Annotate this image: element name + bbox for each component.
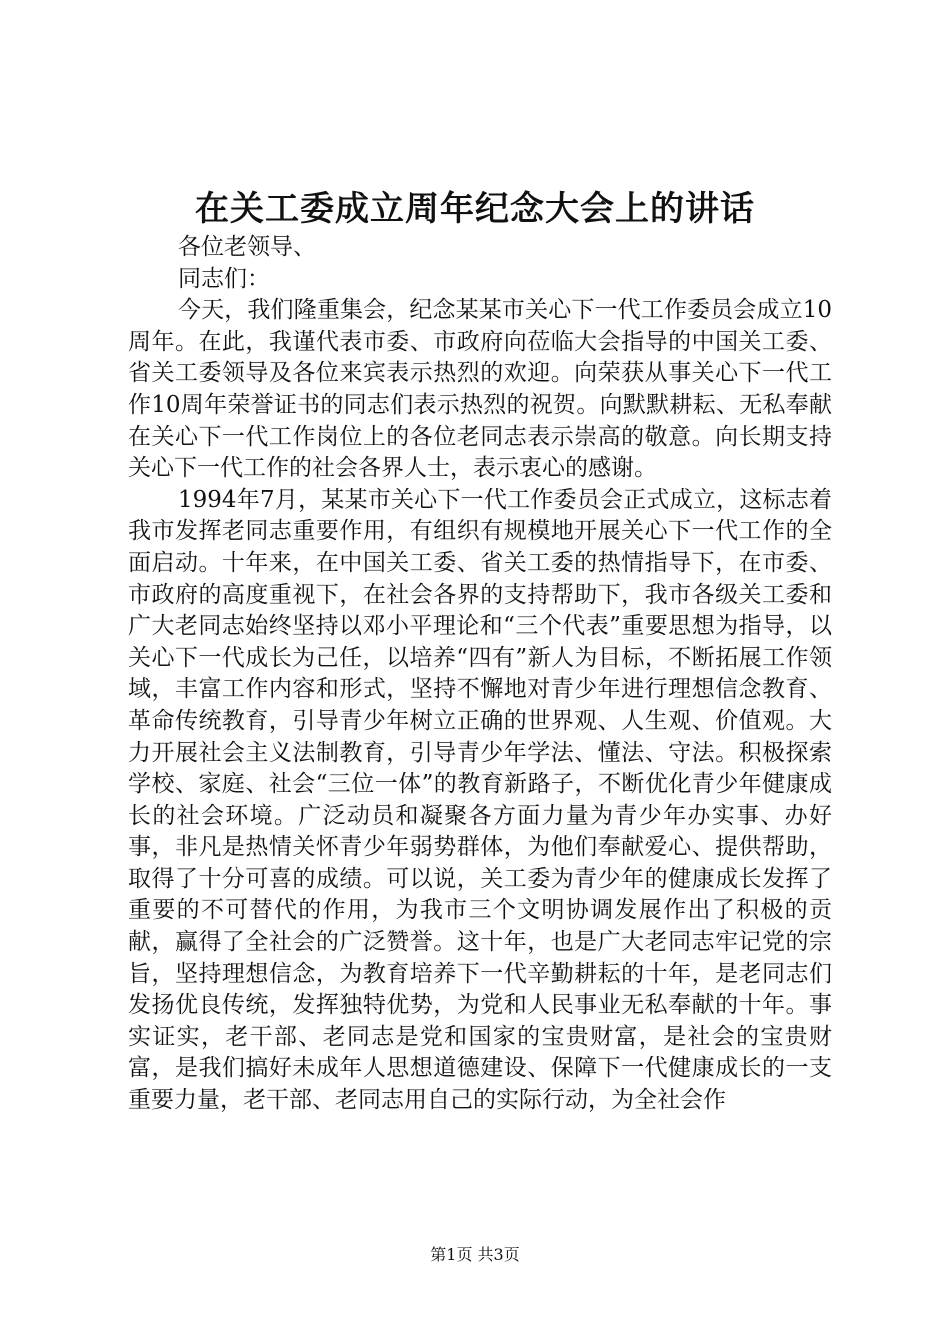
document-title: 在关工委成立周年纪念大会上的讲话 [195,189,755,229]
paragraph-history: 1994年7月，某某市关心下一代工作委员会正式成立，这标志着我市发挥老同志重要作用，有组织有规模地开展关心下一代工作的全面启动。十年来，在中国关工委、省关工委的热情指导下，在市委、市政府的高度重视下，在社会各界的支持帮助下，我市各级关工委和广大老同志始终坚持以邓小平理论和“三个代表”重要思想为指导，以关心下一代成长为己任，以培养“四有”新人为目标，不断拓展工作领域，丰富工作内容和形式，坚持不懈地对青少年进行理想信念教育、革命传统教育，引导青少年树立正确的世界观、人生观、价值观。大力开展社会主义法制教育，引导青少年学法、懂法、守法。积极探索学校、家庭、社会“三位一体”的教育新路子，不断优化青少年健康成长的社会环境。广泛动员和凝聚各方面力量为青少年办实事、办好事，非凡是热情关怀青少年弱势群体，为他们奉献爱心、提供帮助，取得了十分可喜的成绩。可以说，关工委为青少年的健康成长发挥了重要的不可替代的作用，为我市三个文明协调发展作出了积极的贡献，赢得了全社会的广泛赞誉。这十年，也是广大老同志牢记党的宗旨，坚持理想信念，为教育培养下一代辛勤耕耘的十年，是老同志们发扬优良传统，发挥独特优势，为党和人民事业无私奉献的十年。事实证实，老干部、老同志是党和国家的宝贵财富，是社会的宝贵财富，是我们搞好未成年人思想道德建设、保障下一代健康成长的一支重要力量，老干部、老同志用自己的实际行动，为全社会作 [128,486,832,1114]
salutation-comrades: 同志们： [178,265,270,292]
salutation-leaders: 各位老领导、 [178,234,316,260]
page-number-footer: 第1页 共3页 [430,1245,520,1264]
document-body [128,232,832,1117]
paragraph-opening: 今天，我们隆重集会，纪念某某市关心下一代工作委员会成立10周年。在此，我谨代表市委、市政府向莅临大会指导的中国关工委、省关工委领导及各位来宾表示热烈的欢迎。向荣获从事关心下一代工作10周年荣誉证书的同志们表示热烈的祝贺。向默默耕耘、无私奉献在关心下一代工作岗位上的各位老同志表示崇高的敬意。向长期支持关心下一代工作的社会各界人士，表示衷心的感谢。 [128,297,832,482]
